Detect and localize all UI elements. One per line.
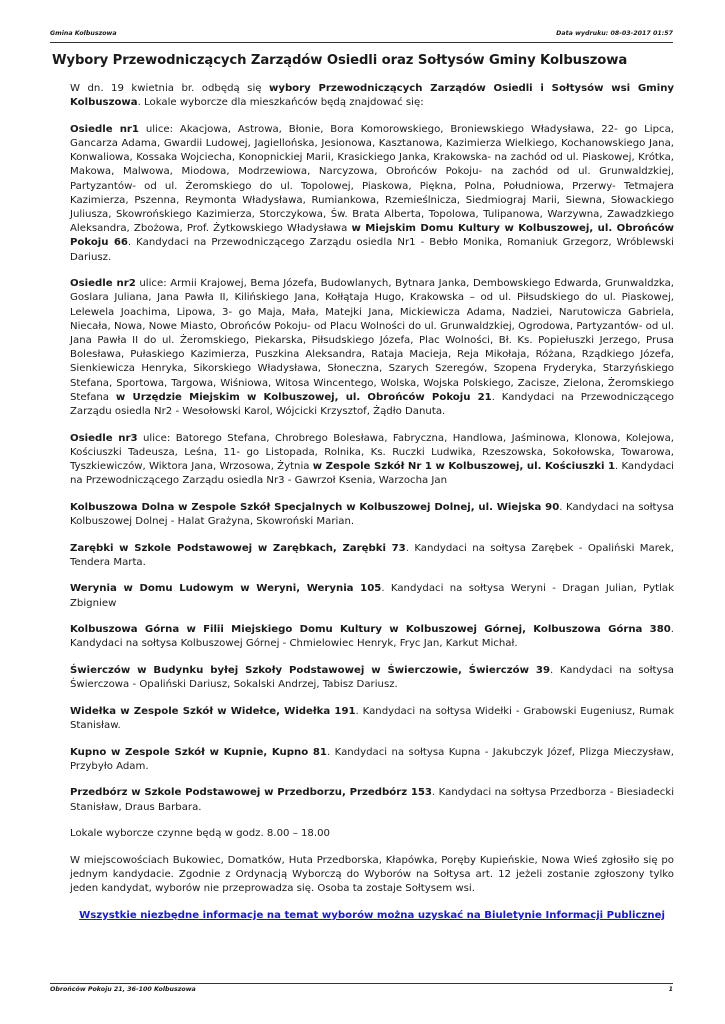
village-location: Kolbuszowa Górna w Filii Miejskiego Domu Kultury w Kolbuszowej Górnej, Kolbuszowa Górna 380	[70, 624, 671, 636]
osiedle-2-streets: ulice: Armii Krajowej, Bema Józefa, Budowlanych, Bytnara Janka, Dembowskiego Edwarda, Grunwaldzka, Goslara Juliana, Jana Pawła II, Kilińskiego Jana, Kołłątaja Hugo, Krakowska – od ul. Piłsudskiego do ul. Piaskowej, Lelewela Joachima, Lipowa, 3- go Maja, Mała, Matejki Jana, Mickiewicza Adama, Nadziei, Narutowicza Gabriela, Niecała, Nowa, Nowe Miasto, Obrońców Pokoju- od Placu Wolności do ul. Grunwaldzkiej, Ogrodowa, Partyzantów- od ul. Jana Pawła II do ul. Żeromskiego, Piekarska, Piłsudskiego Józefa, Plac Wolności, Bł. Ks. Popiełuszki Jerzego, Prusa Bolesława, Pułaskiego Kazimierza, Puszkina Aleksandra, Rataja Macieja, Reja Mikołaja, Różana, Rządkiego Józefa, Sienkiewicza Henryka, Sikorskiego Władysława, Słoneczna, Szarych Szeregów, Szopena Fryderyka, Starzyńskiego Stefana, Sportowa, Targowa, Wiśniowa, Witosa Wincentego, Wolska, Wojska Polskiego, Zacisze, Zielona, Żeromskiego Stefana	[70, 278, 674, 403]
footer-address: Obrońców Pokoju 21, 36-100 Kolbuszowa	[50, 986, 196, 993]
osiedle-2-name: Osiedle nr2	[70, 278, 136, 290]
hours-paragraph: Lokale wyborcze czynne będą w godz. 8.00 – 18.00	[70, 828, 330, 840]
village-location: Kupno w Zespole Szkół w Kupnie, Kupno 81	[70, 746, 327, 758]
intro-bold: wybory Przewodniczących Zarządów Osiedli i Sołtysów wsi Gminy Kolbuszowa	[70, 83, 675, 109]
osiedle-3-candidates: . Kandydaci na Przewodniczącego Zarządu osiedla Nr3 - Gawrzoł Ksenia, Warzocha Jan	[70, 461, 674, 487]
bip-link[interactable]: Wszystkie niezbędne informacje na temat wyborów można uzyskać na Biuletynie Informacji Publicznej	[79, 909, 665, 921]
note-paragraph: W miejscowościach Bukowiec, Domatków, Huta Przedborska, Kłapówka, Poręby Kupieńskie, Nowa Wieś zgłosiło się po jednym kandydacie. Zgodnie z Ordynacją Wyborczą do Wyborów na Sołtysa art. 12 jeżeli zostanie zgłoszony tylko jeden kandydat, wyborów nie przeprowadza się. Osoba ta zostaje Sołtysem wsi.	[70, 854, 674, 895]
page-header	[50, 28, 673, 43]
osiedle-3-name: Osiedle nr3	[70, 432, 138, 444]
bip-link-container	[70, 909, 674, 923]
header-print-date: Data wydruku: 08-03-2017 01:57	[556, 30, 673, 37]
village-location: Przedbórz w Szkole Podstawowej w Przedborzu, Przedbórz 153	[70, 787, 432, 799]
village-paragraph	[70, 542, 674, 570]
intro-text-1: W dn. 19 kwietnia br. odbędą się	[70, 83, 269, 94]
article-body	[70, 82, 674, 923]
page-title: Wybory Przewodniczących Zarządów Osiedli oraz Sołtysów Gminy Kolbuszowa	[52, 53, 628, 68]
village-location: Werynia w Domu Ludowym w Weryni, Werynia 105	[70, 583, 382, 595]
village-paragraph	[70, 582, 674, 610]
village-candidates: . Kandydaci na sołtysa Świerczowa - Opaliński Dariusz, Sokalski Andrzej, Tabisz Dariusz.	[70, 665, 674, 691]
header-municipality: Gmina Kolbuszowa	[50, 30, 117, 37]
village-paragraph	[70, 786, 674, 814]
osiedle-2-paragraph	[70, 277, 674, 419]
village-paragraph	[70, 705, 674, 733]
osiedle-2-candidates: . Kandydaci na Przewodniczącego Zarządu osiedla Nr2 - Wesołowski Karol, Wójcicki Krzysztof, Żądło Danuta.	[70, 391, 674, 418]
village-location: Zarębki w Szkole Podstawowej w Zarębkach, Zarębki 73	[70, 542, 406, 554]
village-paragraph	[70, 501, 674, 529]
osiedle-1-name: Osiedle nr1	[70, 123, 139, 135]
village-candidates: . Kandydaci na sołtysa Kupna - Jakubczyk Józef, Plizga Mieczysław, Przybyło Adam.	[70, 746, 674, 772]
osiedle-1-paragraph	[70, 123, 674, 265]
footer-page-number: 1	[668, 986, 673, 993]
intro-paragraph	[70, 82, 674, 110]
osiedle-3-location: w Zespole Szkół Nr 1 w Kolbuszowej, ul. Kościuszki 1	[312, 461, 616, 473]
osiedle-3-streets: ulice: Batorego Stefana, Chrobrego Bolesława, Fabryczna, Handlowa, Jaśminowa, Klonowa, Kolejowa, Kościuszki Tadeusza, Leśna, 11- go Listopada, Rolnika, Ks. Ruczki Ludwika, Rzeszowska, Sokołowska, Towarowa, Tyszkiewiczów, Wiktora Jana, Wrzosowa, Żytnia	[70, 432, 675, 473]
osiedle-3-paragraph	[70, 432, 674, 489]
village-candidates: . Kandydaci na sołtysa Weryni - Dragan Julian, Pytlak Zbigniew	[70, 583, 675, 609]
osiedle-1-location: w Miejskim Domu Kultury w Kolbuszowej, ul. Obrońców Pokoju 66	[70, 223, 674, 249]
village-candidates: . Kandydaci na sołtysa Widełki - Grabowski Eugeniusz, Rumak Stanisław.	[70, 705, 674, 732]
osiedle-2-location: w Urzędzie Miejskim w Kolbuszowej, ul. Obrońców Pokoju 21	[115, 391, 492, 403]
village-candidates: . Kandydaci na sołtysa Kolbuszowej Dolnej - Halat Grażyna, Skowroński Marian.	[70, 501, 674, 528]
village-location: Świerczów w Budynku byłej Szkoły Podstawowej w Świerczowie, Świerczów 39	[70, 665, 550, 677]
village-paragraph	[70, 664, 674, 692]
page-footer	[50, 983, 673, 996]
village-candidates: . Kandydaci na sołtysa Kolbuszowej Górnej - Chmielowiec Henryk, Fryc Jan, Karkut Michał.	[70, 624, 674, 650]
village-location: Widełka w Zespole Szkół w Widełce, Widełka 191	[70, 705, 356, 717]
village-paragraph	[70, 623, 674, 651]
osiedle-1-candidates: . Kandydaci na Przewodniczącego Zarządu osiedla Nr1 - Bebło Monika, Romaniuk Grzegorz, Wróblewski Dariusz.	[70, 237, 674, 263]
village-location: Kolbuszowa Dolna w Zespole Szkół Specjalnych w Kolbuszowej Dolnej, ul. Wiejska 90	[70, 501, 560, 513]
intro-text-2: . Lokale wyborcze dla mieszkańców będą znajdować się:	[137, 97, 424, 109]
village-candidates: . Kandydaci na sołtysa Zarębek - Opaliński Marek, Tendera Marta.	[70, 542, 674, 568]
village-paragraph	[70, 746, 674, 774]
village-candidates: . Kandydaci na sołtysa Przedborza - Biesiadecki Stanisław, Draus Barbara.	[70, 787, 675, 813]
osiedle-1-streets: ulice: Akacjowa, Astrowa, Błonie, Bora Komorowskiego, Broniewskiego Władysława, 22- go Lipca, Gancarza Adama, Gwardii Ludowej, Jagiellońska, Jesionowa, Kasztanowa, Kazimierza Wielkiego, Kochanowskiego Jana, Konwaliowa, Kossaka Wojciecha, Konopnickiej Marii, Krasickiego Janka, Krakowska- na zachód od ul. Piaskowej, Krótka, Makowa, Malwowa, Miodowa, Modrzewiowa, Narcyzowa, Obrońców Pokoju- na zachód od ul. Grunwaldzkiej, Partyzantów- od ul. Żeromskiego do ul. Topolowej, Piaskowa, Piękna, Polna, Południowa, Przerwy- Tetmajera Kazimierza, Pszenna, Reymonta Władysława, Rumiankowa, Rzemieślnicza, Siedmiogrаj Marii, Siewna, Słowackiego Juliusza, Skowrońskiego Kazimierza, Storczykowa, Św. Brata Alberta, Topolowa, Tulipanowa, Warzywna, Zawadzkiego Aleksandra, Zbożowa, Prof. Żytkowskiego Władysława	[70, 123, 674, 235]
